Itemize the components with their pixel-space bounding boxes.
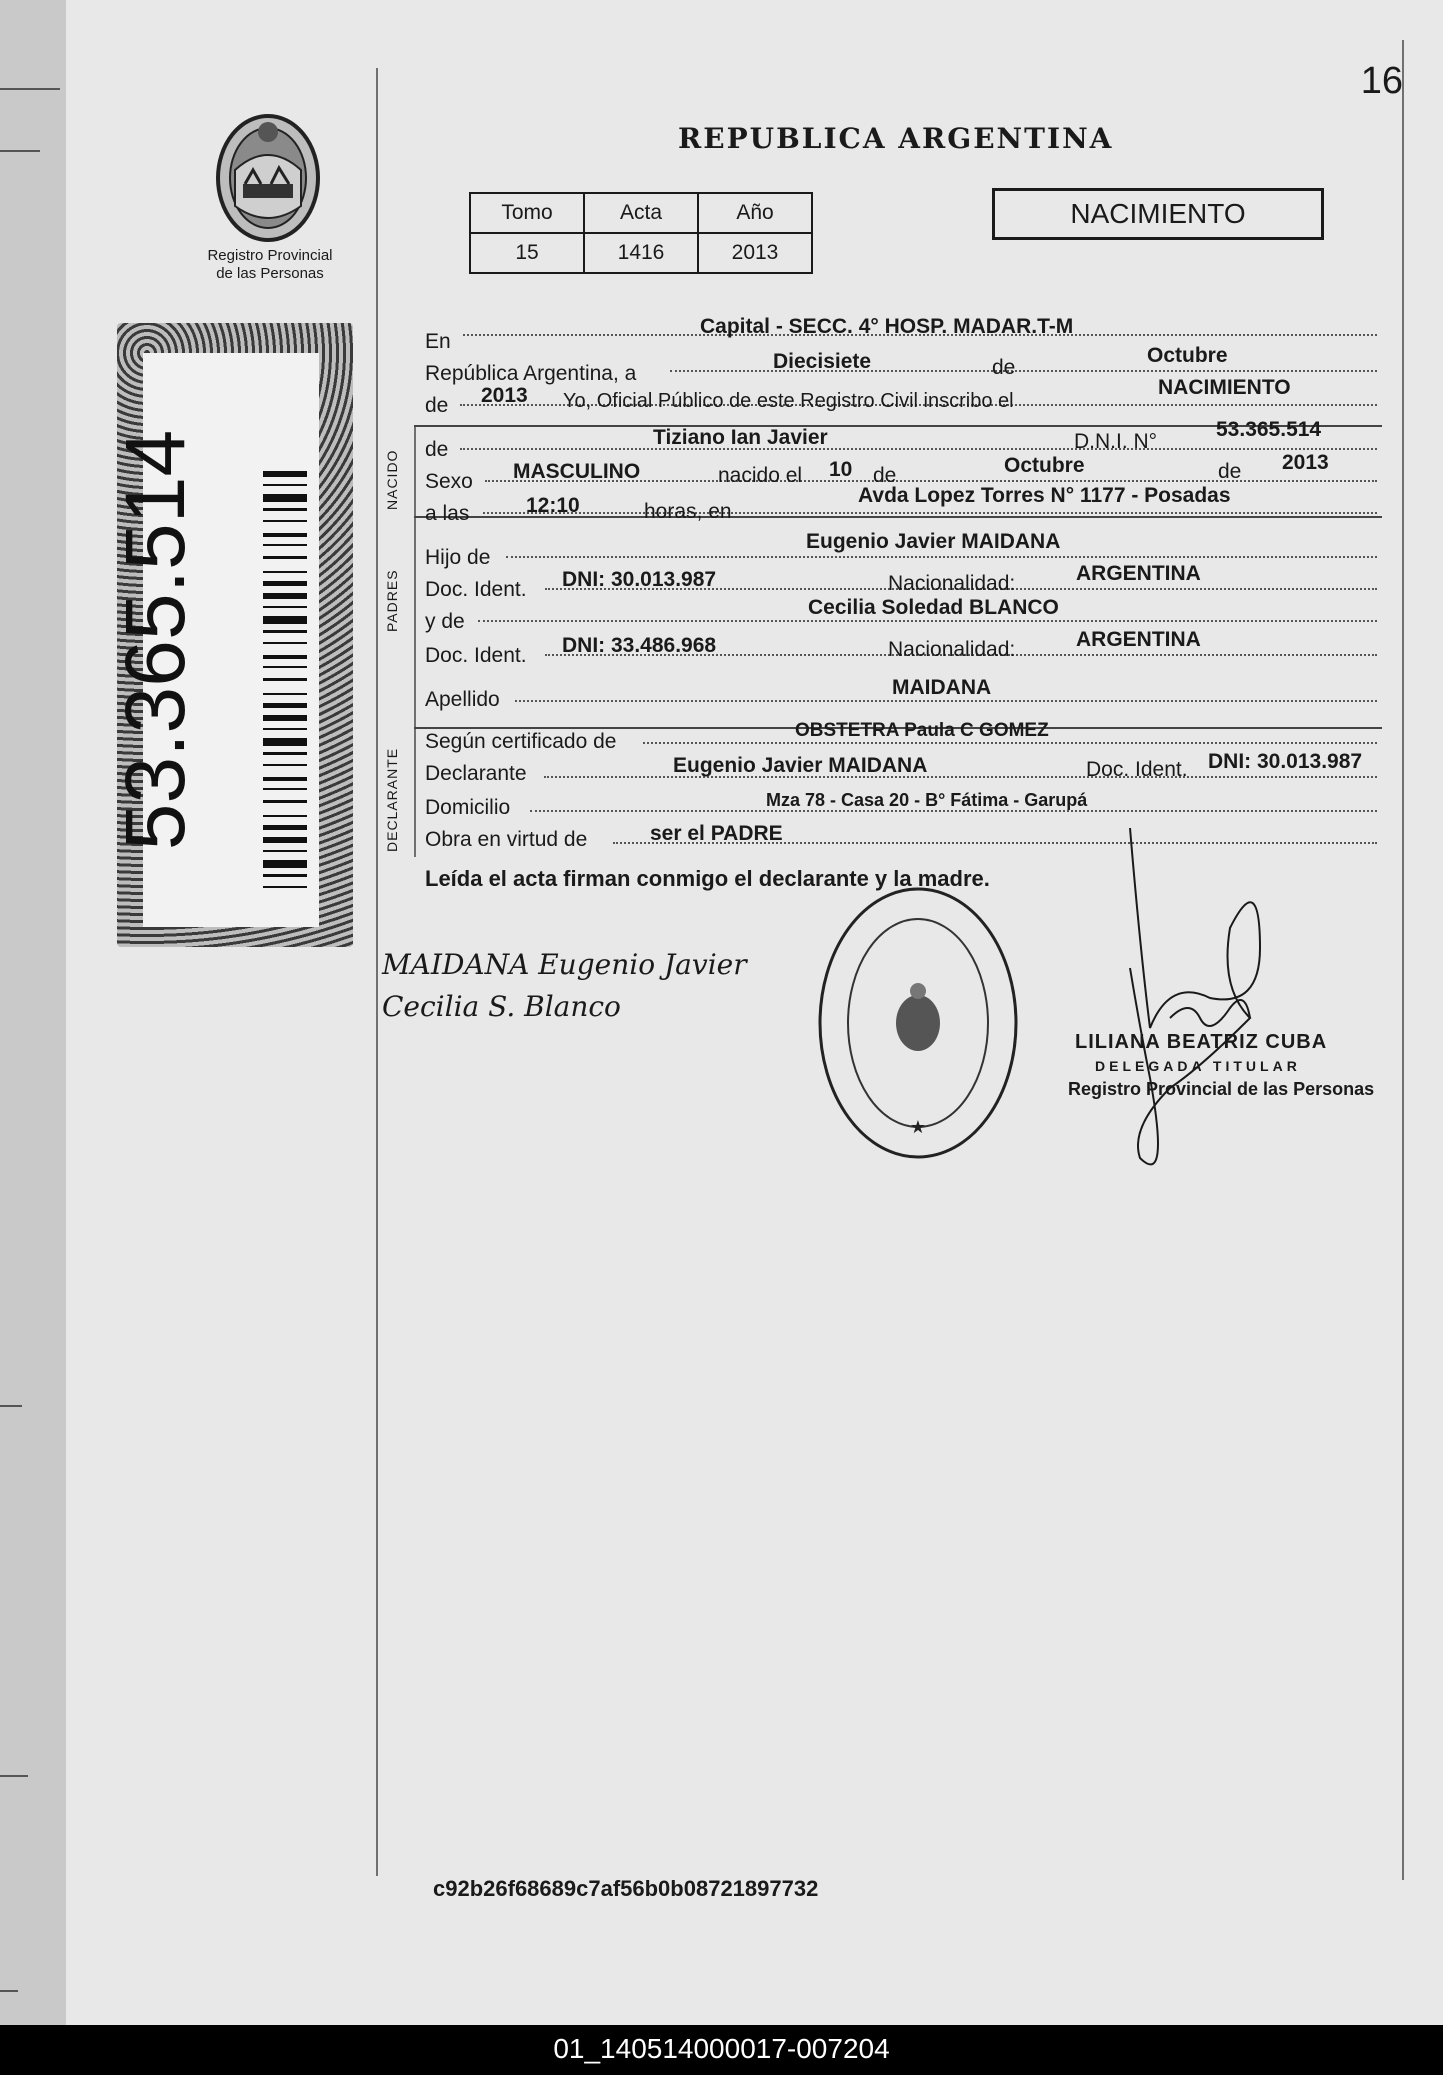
tomo-label: Tomo bbox=[470, 193, 584, 233]
side-label-padres: PADRES bbox=[384, 569, 400, 632]
official-office: Registro Provincial de las Personas bbox=[1068, 1079, 1375, 1099]
doc-ident-label: Doc. Ident. bbox=[425, 578, 527, 601]
country-title: REPUBLICA ARGENTINA bbox=[678, 122, 1114, 155]
barcode-number: 53.365.514 bbox=[107, 429, 202, 851]
logo-caption-line1: Registro Provincial bbox=[207, 247, 333, 264]
child-sex: MASCULINO bbox=[513, 460, 641, 483]
birth-time: 12:10 bbox=[526, 494, 580, 517]
binding-edge bbox=[0, 0, 66, 2025]
birth-year: 2013 bbox=[1282, 451, 1329, 474]
anio-label: Año bbox=[698, 193, 812, 233]
father-name: Eugenio Javier MAIDANA bbox=[806, 530, 1061, 553]
father-doc: DNI: 30.013.987 bbox=[562, 568, 717, 591]
horas-label: horas, en bbox=[644, 500, 732, 523]
birth-day: 10 bbox=[829, 458, 853, 481]
republica-label: República Argentina, a bbox=[425, 362, 637, 385]
sexo-label: Sexo bbox=[425, 470, 473, 493]
yo-text: Yo, Oficial Público de este Registro Civil inscribo el bbox=[563, 390, 1014, 412]
doc-ident-label: Doc. Ident. bbox=[425, 644, 527, 667]
nacionalidad-label: Nacionalidad: bbox=[888, 638, 1016, 661]
de-label: de bbox=[992, 356, 1016, 379]
registration-year: 2013 bbox=[481, 384, 528, 407]
domicilio-label: Domicilio bbox=[425, 796, 511, 819]
mother-doc: DNI: 33.486.968 bbox=[562, 634, 717, 657]
en-label: En bbox=[425, 330, 451, 353]
a-las-label: a las bbox=[425, 502, 470, 525]
side-label-declarante: DECLARANTE bbox=[384, 747, 400, 852]
closing-statement: Leída el acta firman conmigo el declarante y la madre. bbox=[425, 866, 990, 891]
provincial-coat-of-arms-icon bbox=[213, 110, 323, 246]
mother-nationality: ARGENTINA bbox=[1076, 628, 1201, 651]
y-de-label: y de bbox=[425, 610, 465, 633]
de-label: de bbox=[1218, 460, 1242, 483]
registration-month: Octubre bbox=[1147, 344, 1228, 367]
dotted-line bbox=[544, 776, 1377, 778]
birth-month: Octubre bbox=[1004, 454, 1085, 477]
nacido-label: nacido el bbox=[718, 464, 803, 487]
obra-label: Obra en virtud de bbox=[425, 828, 588, 851]
section-rule-inner bbox=[414, 425, 416, 857]
father-nationality: ARGENTINA bbox=[1076, 562, 1201, 585]
document-hash: c92b26f68689c7af56b0b08721897732 bbox=[433, 1876, 819, 1901]
declarant-role: ser el PADRE bbox=[650, 822, 783, 845]
svg-text:★: ★ bbox=[909, 1117, 927, 1137]
doc-ident-label: Doc. Ident. bbox=[1086, 758, 1188, 781]
mother-name: Cecilia Soledad BLANCO bbox=[808, 596, 1059, 619]
right-margin-rule bbox=[1402, 40, 1404, 1880]
delegation-seal bbox=[816, 885, 1020, 1161]
acta-value: 1416 bbox=[584, 233, 698, 273]
inscribed-type: NACIMIENTO bbox=[1158, 376, 1291, 399]
registration-day: Diecisiete bbox=[773, 350, 872, 373]
handwritten-signatures bbox=[380, 940, 800, 1030]
reference-table bbox=[469, 192, 813, 274]
left-margin-rule bbox=[376, 68, 378, 1876]
nacionalidad-label: Nacionalidad: bbox=[888, 572, 1016, 595]
declarant-name: Eugenio Javier MAIDANA bbox=[673, 754, 928, 777]
de-label: de bbox=[873, 464, 897, 487]
side-label-nacido: NACIDO bbox=[384, 449, 400, 510]
dotted-line bbox=[483, 512, 1377, 514]
de-label: de bbox=[425, 438, 449, 461]
declarante-label: Declarante bbox=[425, 762, 527, 785]
record-type-box: NACIMIENTO bbox=[992, 188, 1324, 240]
barcode-sticker bbox=[107, 323, 353, 947]
de-label: de bbox=[425, 394, 449, 417]
place-of-registration: Capital - SECC. 4° HOSP. MADAR.T-M bbox=[700, 315, 1074, 338]
barcode-icon bbox=[263, 471, 307, 889]
official-name: LILIANA BEATRIZ CUBA bbox=[1075, 1031, 1328, 1053]
dotted-line bbox=[643, 742, 1377, 744]
certificado-label: Según certificado de bbox=[425, 730, 617, 753]
official-signature bbox=[1110, 828, 1280, 1184]
barcode-sticker-inner bbox=[107, 353, 319, 927]
dotted-line bbox=[506, 556, 1377, 558]
birth-place: Avda Lopez Torres N° 1177 - Posadas bbox=[858, 484, 1231, 507]
declarant-address: Mza 78 - Casa 20 - B° Fátima - Garupá bbox=[766, 790, 1088, 810]
acta-label: Acta bbox=[584, 193, 698, 233]
child-dni: 53.365.514 bbox=[1216, 418, 1322, 441]
hijo-label: Hijo de bbox=[425, 546, 491, 569]
dotted-line bbox=[460, 448, 1377, 450]
logo-caption bbox=[190, 247, 350, 283]
dni-label: D.N.I. N° bbox=[1074, 430, 1158, 453]
certificate-issuer: OBSTETRA Paula C GOMEZ bbox=[795, 720, 1049, 741]
signature-mother: Cecilia S. Blanco bbox=[382, 990, 621, 1023]
logo-caption-line2: de las Personas bbox=[216, 265, 324, 282]
child-name: Tiziano Ian Javier bbox=[653, 426, 828, 449]
tomo-value: 15 bbox=[470, 233, 584, 273]
dotted-line bbox=[478, 620, 1377, 622]
anio-value: 2013 bbox=[698, 233, 812, 273]
apellido-label: Apellido bbox=[425, 688, 500, 711]
page-number: 16 bbox=[1360, 60, 1403, 102]
declarant-doc: DNI: 30.013.987 bbox=[1208, 750, 1363, 773]
surname-value: MAIDANA bbox=[892, 676, 992, 699]
footer-code: 01_140514000017-007204 bbox=[0, 2025, 1443, 2075]
dotted-line bbox=[515, 700, 1377, 702]
official-title: DELEGADA TITULAR bbox=[1095, 1058, 1301, 1074]
signature-father: MAIDANA Eugenio Javier bbox=[382, 948, 747, 981]
